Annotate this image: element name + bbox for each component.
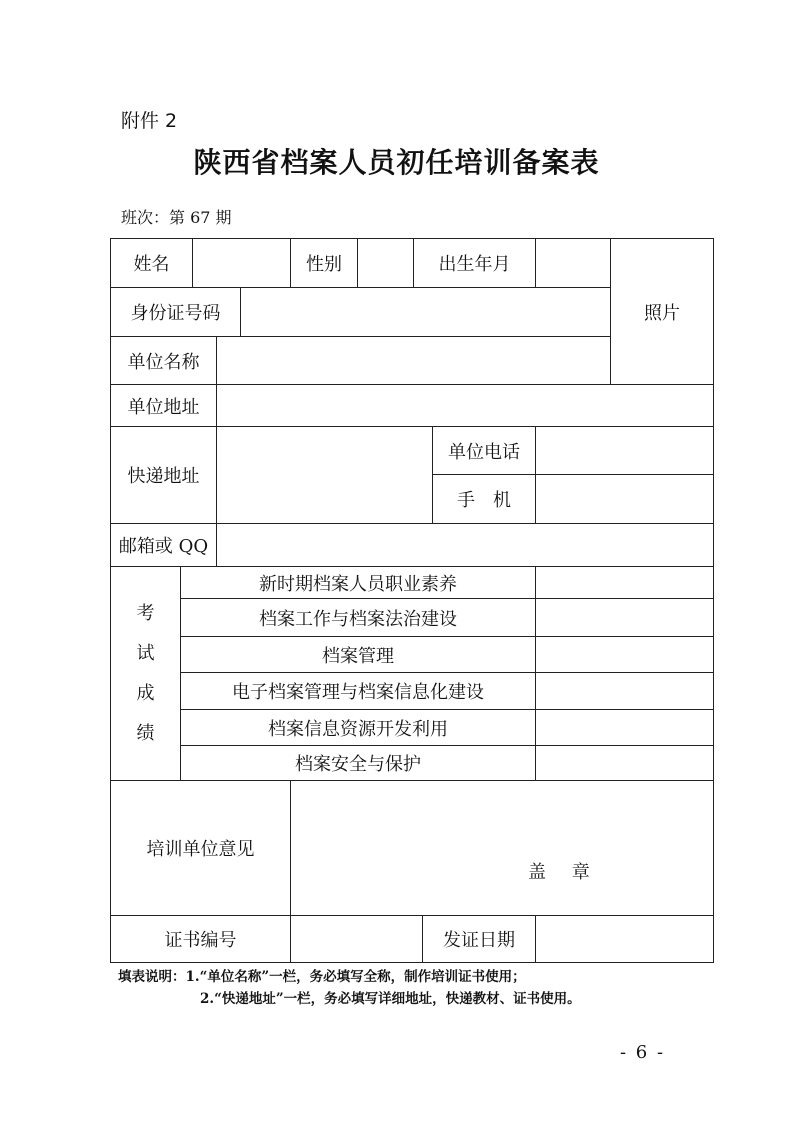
org-address-field[interactable] bbox=[217, 385, 713, 426]
name-label: 姓名 bbox=[133, 254, 170, 275]
exam-scores-label bbox=[111, 567, 180, 780]
org-phone-label: 单位电话 bbox=[448, 441, 520, 463]
exam-score-field[interactable] bbox=[536, 673, 713, 709]
org-name-field[interactable] bbox=[217, 337, 610, 384]
exam-subject: 档案工作与档案法治建设 bbox=[259, 608, 457, 630]
note-line-2: 2.“快递地址”一栏，务必填写详细地址，快递教材、证书使用。 bbox=[200, 991, 581, 1007]
exam-subject: 电子档案管理与档案信息化建设 bbox=[232, 682, 484, 703]
exam-subject: 档案信息资源开发利用 bbox=[268, 718, 448, 740]
training-opinion-label: 培训单位意见 bbox=[146, 839, 255, 860]
id-number-label: 身份证号码 bbox=[130, 303, 221, 324]
exam-score-field[interactable] bbox=[536, 637, 713, 672]
org-address-label: 单位地址 bbox=[127, 396, 200, 418]
training-opinion-field[interactable] bbox=[291, 781, 713, 915]
mobile-label: 手 机 bbox=[457, 490, 511, 511]
form-notes bbox=[118, 966, 581, 1010]
org-name-label: 单位名称 bbox=[127, 351, 200, 373]
exam-score-field[interactable] bbox=[536, 599, 713, 636]
id-number-field[interactable] bbox=[241, 288, 610, 336]
exam-scores-char: 试 bbox=[136, 642, 155, 664]
org-phone-field[interactable] bbox=[536, 427, 713, 474]
exam-scores-char: 绩 bbox=[136, 722, 155, 744]
birth-label: 出生年月 bbox=[438, 254, 511, 275]
mobile-field[interactable] bbox=[536, 475, 713, 523]
name-field[interactable] bbox=[193, 239, 290, 287]
exam-subject: 新时期档案人员职业素养 bbox=[259, 573, 457, 595]
exam-score-field[interactable] bbox=[536, 567, 713, 598]
exam-subject: 档案管理 bbox=[322, 645, 394, 667]
email-qq-label: 邮箱或 QQ bbox=[118, 536, 209, 557]
photo-box[interactable]: 照片 bbox=[644, 302, 680, 324]
birth-field[interactable] bbox=[536, 239, 610, 287]
cert-number-field[interactable] bbox=[291, 916, 422, 962]
exam-subject: 档案安全与保护 bbox=[295, 754, 421, 775]
issue-date-field[interactable] bbox=[536, 916, 713, 962]
exam-score-field[interactable] bbox=[536, 710, 713, 745]
attachment-label: 附件 2 bbox=[121, 110, 178, 132]
gender-field[interactable] bbox=[358, 239, 413, 287]
note-line-1: 填表说明：1.“单位名称”一栏，务必填写全称，制作培训证书使用； bbox=[118, 969, 526, 985]
form-title: 陕西省档案人员初任培训备案表 bbox=[193, 146, 600, 179]
email-qq-field[interactable] bbox=[217, 524, 713, 566]
seal-label: 盖 章 bbox=[528, 862, 600, 883]
page-number: - 6 - bbox=[620, 1042, 666, 1063]
delivery-address-field[interactable] bbox=[217, 427, 432, 523]
exam-score-field[interactable] bbox=[536, 746, 713, 780]
delivery-address-label: 快递地址 bbox=[127, 466, 200, 487]
gender-label: 性别 bbox=[306, 254, 342, 275]
cert-number-label: 证书编号 bbox=[164, 930, 237, 951]
exam-scores-char: 成 bbox=[136, 682, 155, 704]
exam-scores-char: 考 bbox=[136, 602, 155, 624]
class-session: 班次：第 67 期 bbox=[121, 208, 232, 227]
issue-date-label: 发证日期 bbox=[443, 930, 515, 951]
